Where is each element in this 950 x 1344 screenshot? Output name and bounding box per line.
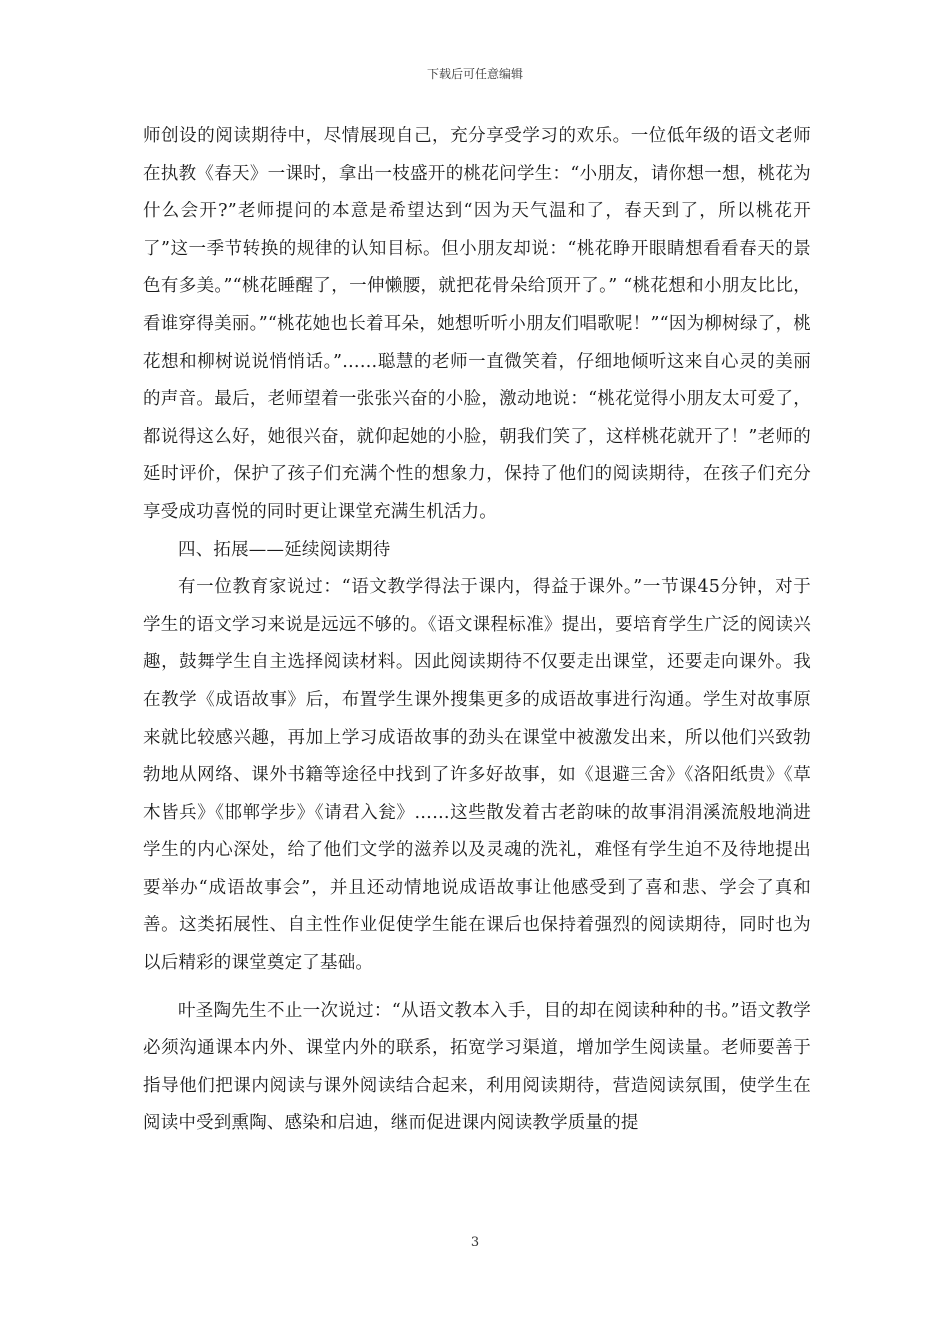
- paragraph-extension: 有一位教育家说过：“语文教学得法于课内，得益于课外。”一节课45分钟，对于学生的语文学习来说是远远不够的。《语文课程标准》提出，要培育学生广泛的阅读兴趣，鼓舞学生自主选择阅读材料。因此阅读期待不仅要走出课堂，还要走向课外。我在教学《成语故事》后，布置学生课外搜集更多的成语故事进行沟通。学生对故事原来就比较感兴趣，再加上学习成语故事的劲头在课堂中被激发出来，所以他们兴致勃勃地从网络、课外书籍等途径中找到了许多好故事，如《退避三舍》《洛阳纸贵》《草木皆兵》《邯郸学步》《请君入瓮》……这些散发着古老韵味的故事涓涓溪流般地淌进学生的内心深处，给了他们文学的滋养以及灵魂的洗礼，难怪有学生迫不及待地提出要举办“成语故事会”，并且还动情地说成语故事让他感受到了喜和悲、学会了真和善。这类拓展性、自主性作业促使学生能在课后也保持着强烈的阅读期待，同时也为以后精彩的课堂奠定了基础。: [143, 577, 811, 974]
- paragraph-continuation: 师创设的阅读期待中，尽情展现自己，充分享受学习的欢乐。一位低年级的语文老师在执教《春天》一课时，拿出一枝盛开的桃花问学生：“小朋友，请你想一想，桃花为什么会开?”老师提问的本意是希望达到“因为天气温和了，春天到了，所以桃花开了”这一季节转换的规律的认知目标。但小朋友却说：“桃花睁开眼睛想看看春天的景色有多美。”“桃花睡醒了，一伸懒腰，就把花骨朵给顶开了。” “桃花想和小朋友比比，看谁穿得美丽。”“桃花她也长着耳朵，她想听听小朋友们唱歌呢！”“因为柳树绿了，桃花想和柳树说说悄悄话。”……聪慧的老师一直微笑着，仔细地倾听这来自心灵的美丽的声音。最后，老师望着一张张兴奋的小脸，激动地说：“桃花觉得小朋友太可爱了，都说得这么好，她很兴奋，就仰起她的小脸，朝我们笑了，这样桃花就开了！”老师的延时评价，保护了孩子们充满个性的想象力，保持了他们的阅读期待，在孩子们充分享受成功喜悦的同时更让课堂充满生机活力。: [143, 126, 811, 522]
- page-number: 3: [470, 1235, 480, 1250]
- page-header: 下载后可任意编辑: [426, 67, 523, 81]
- paragraph-ye-shengtao: 叶圣陶先生不止一次说过：“从语文教本入手，目的却在阅读种种的书。”语文教学必须沟通课本内外、课堂内外的联系，拓宽学习渠道，增加学生阅读量。老师要善于指导他们把课内阅读与课外阅读结合起来，利用阅读期待，营造阅读氛围，使学生在阅读中受到熏陶、感染和启迪，继而促进课内阅读教学质量的提: [143, 1000, 811, 1134]
- document-body: [143, 118, 811, 1143]
- section-heading: 四、拓展——延续阅读期待: [178, 539, 391, 560]
